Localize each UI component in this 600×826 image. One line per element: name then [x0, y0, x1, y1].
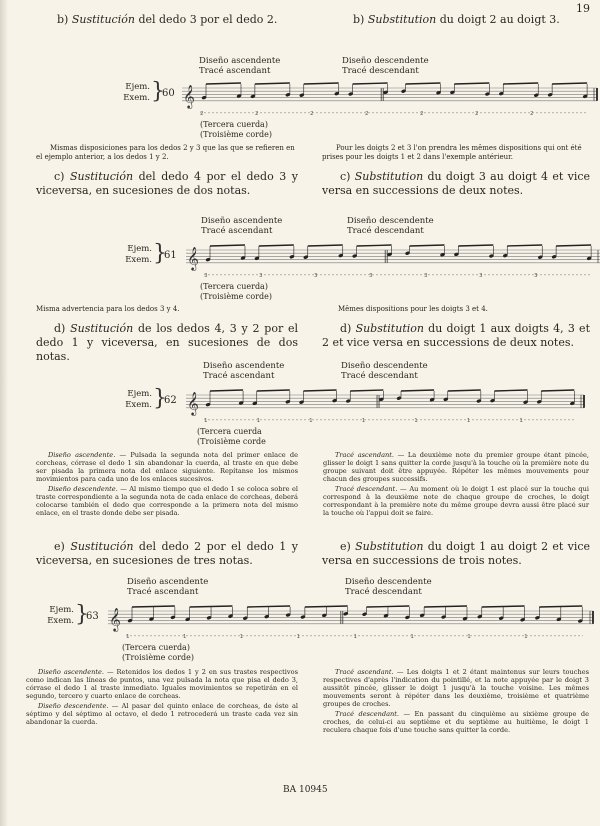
- fingering-number: 2: [420, 110, 424, 117]
- desc-label-63: Diseño descendente Tracé descendant: [345, 577, 432, 597]
- note-fr-b: Pour les doigts 2 et 3 l'on prendra les mêmes dispositions qui ont été prises pour les doigts 1 et 2 dans l'exemple antérieur.: [322, 144, 582, 161]
- fingering-number: 2: [475, 110, 479, 117]
- heading-fr-e: e) Substitution du doigt 1 au doigt 2 et vice versa en successions de trois notes.: [322, 540, 591, 567]
- example-label-62: Ejem. Exem.: [125, 389, 152, 410]
- page-number: 19: [576, 2, 590, 15]
- asc-label-62: Diseño ascendente Tracé ascendant: [203, 361, 285, 381]
- fingering-number: 1: [126, 633, 130, 640]
- beam: [507, 245, 542, 246]
- fingering-number: 1: [204, 417, 208, 424]
- treble-clef-icon: 𝄞: [183, 83, 195, 108]
- note-es-b: Mismas disposiciones para los dedos 2 y 3 que las que se refieren en el ejemplo anterior, a los dedos 1 y 2.: [36, 144, 295, 161]
- catalog-number: BA 10945: [283, 785, 328, 795]
- beam: [357, 245, 392, 246]
- heading-es-c: c) Sustitución del dedo 4 por el dedo 3 y viceversa, en sucesiones de dos notas.: [36, 170, 298, 197]
- fingering-number: 3: [259, 272, 263, 279]
- fingering-number: 1: [519, 417, 523, 424]
- beam: [132, 606, 175, 607]
- fingering-number: 2: [310, 110, 314, 117]
- example-label-63: Ejem. Exem.: [47, 605, 74, 626]
- beam: [247, 606, 290, 607]
- example-number-61: 61: [164, 250, 177, 261]
- heading-fr-d: d) Substitution du doigt 1 aux doigts 4, 3 et 2 et vice versa en successions de deux notes.: [322, 322, 590, 349]
- beam: [401, 390, 434, 391]
- fingering-number: 2: [365, 110, 369, 117]
- beam: [495, 390, 528, 391]
- note-paragraph: Diseño descendente. — Al mismo tiempo que el dedo 1 se coloca sobre el traste correspondiente a la segunda nota de cada enlace de corcheas, deberá colocarse también el dedo que corresponde a la primera nota del mismo enlace, en el traste donde debe ser pisada.: [36, 485, 298, 517]
- brace: }: [153, 241, 167, 266]
- beam: [304, 83, 339, 84]
- fingering-number: 3: [314, 272, 318, 279]
- example-number-60: 60: [162, 88, 175, 99]
- note-paragraph: Tracé descendant. — En passant du cinquième au sixième groupe de croches, de celui-ci au septième et du septième au huitième, le doigt 1 reculera chaque fois d'une touche sans quitter la corde.: [323, 710, 589, 734]
- staff-61: [186, 240, 600, 280]
- notes-es-e: [26, 668, 298, 728]
- beam: [458, 245, 493, 246]
- beam: [190, 606, 233, 607]
- fingering-number: 1: [182, 633, 187, 640]
- fingering-number: 2: [255, 110, 259, 117]
- beam: [255, 83, 290, 84]
- brace: }: [75, 602, 89, 627]
- fingering-number: 3: [369, 272, 373, 279]
- beam: [454, 83, 489, 84]
- fingering-number: 1: [361, 417, 366, 424]
- fingering-number: 1: [353, 633, 357, 640]
- note-paragraph: Tracé descendant. — Au moment où le doigt 1 est placé sur la touche qui correspond à la deuxième note de chaque groupe de croches, le doigt correspondant à la première note du même groupe devra aussi être placé sur la touche où l'appui doit se faire.: [323, 485, 589, 517]
- fingering-number: 1: [467, 633, 471, 640]
- beam: [367, 606, 410, 607]
- fingering-number: 3: [534, 272, 538, 279]
- asc-label-60: Diseño ascendente Tracé ascendant: [199, 56, 281, 76]
- fingering-number: 1: [466, 417, 471, 424]
- beam: [308, 245, 343, 246]
- asc-label-61: Diseño ascendente Tracé ascendant: [201, 216, 283, 236]
- beam: [210, 390, 243, 391]
- beam: [353, 83, 388, 84]
- beam: [503, 83, 538, 84]
- string-indication-61: (Tercera cuerda) (Troisième corde): [200, 282, 273, 301]
- beam: [259, 245, 294, 246]
- heading-fr-b: b) Substitution du doigt 2 au doigt 3.: [353, 13, 560, 26]
- beam: [304, 390, 337, 391]
- note-paragraph: Tracé ascendant. — Les doigts 1 et 2 étant maintenus sur leurs touches respectives d'après l'indication du pointillé, et la note appuyée par le doigt 3 aussitôt pincée, glisser le doigt 1 jusqu'à la touche voisine. Les mêmes mouvements seront à répéter dans les deuxième, troisième et quatrième groupes de croches.: [323, 668, 589, 708]
- notes-fr-d: [323, 451, 589, 519]
- fingering-number: 2: [200, 110, 204, 117]
- example-label-61: Ejem. Exem.: [125, 244, 152, 265]
- string-indication-60: (Tercera cuerda) (Troisième corde): [200, 120, 273, 139]
- heading-fr-c: c) Substitution du doigt 3 au doigt 4 et vice versa en successions de deux notes.: [322, 170, 591, 197]
- note-paragraph: Diseño ascendente. — Pulsada la segunda nota del primer enlace de corcheas, córrase el dedo 1 sin abandonar la cuerda, al traste en que debe ser pisada la primera nota del enlace siguiente. Repítanse los mismos movimientos para cada uno de los enlaces sucesivos.: [36, 451, 298, 483]
- example-number-63: 63: [86, 611, 99, 622]
- page-binding-shadow: [0, 0, 8, 826]
- note-paragraph: Diseño descendente. — Al pasar del quinto enlace de corcheas, de éste al séptimo y del séptimo al octavo, el dedo 1 retrocederá un traste cada vez sin abandonar la cuerda.: [26, 702, 298, 726]
- fingering-number: 1: [296, 633, 301, 640]
- beam: [552, 83, 587, 84]
- brace: }: [151, 79, 165, 104]
- notes-fr-e: [323, 668, 589, 736]
- notes-es-d: [36, 451, 298, 519]
- string-indication-62: (Tercera cuerda (Troisième corde: [197, 427, 266, 446]
- example-number-62: 62: [164, 395, 177, 406]
- note-paragraph: Diseño ascendente. — Retenidos los dedos 1 y 2 en sus trastes respectivos como indican las líneas de puntos, una vez pulsada la nota que pisa el dedo 3, córrase el dedo 1 al traste inmediato. Iguales movimientos se repetirán en el segundo, tercero y cuarto enlace de corcheas.: [26, 668, 298, 700]
- fingering-number: 3: [479, 272, 483, 279]
- string-indication-63: (Tercera cuerda) (Troisième corde): [122, 643, 195, 662]
- note-fr-c: Mêmes dispositions pour les doigts 3 et 4.: [338, 305, 488, 313]
- staff-63: [108, 601, 598, 641]
- fingering-number: 1: [309, 417, 313, 424]
- staff-60: [182, 78, 600, 118]
- beam: [206, 83, 241, 84]
- fingering-number: 1: [414, 417, 418, 424]
- treble-clef-icon: 𝄞: [187, 245, 199, 270]
- desc-label-62: Diseño descendente Tracé descendant: [341, 361, 428, 381]
- fingering-number: 3: [424, 272, 428, 279]
- fingering-number: 2: [530, 110, 534, 117]
- note-es-c: Misma advertencia para los dedos 3 y 4.: [36, 305, 180, 313]
- beam: [406, 83, 441, 84]
- fingering-number: 1: [410, 633, 414, 640]
- treble-clef-icon: 𝄞: [187, 390, 199, 415]
- beam: [410, 245, 445, 246]
- beam: [210, 245, 245, 246]
- beam: [257, 390, 290, 391]
- fingering-number: 1: [239, 633, 244, 640]
- beam: [541, 390, 574, 391]
- fingering-number: 3: [204, 272, 208, 279]
- desc-label-60: Diseño descendente Tracé descendant: [342, 56, 429, 76]
- fingering-number: 1: [256, 417, 261, 424]
- beam: [350, 390, 383, 391]
- brace: }: [153, 386, 167, 411]
- beam: [448, 390, 481, 391]
- beam: [556, 245, 591, 246]
- beam: [424, 606, 467, 607]
- example-label-60: Ejem. Exem.: [123, 82, 150, 103]
- heading-es-e: e) Sustitución del dedo 2 por el dedo 1 y viceversa, en sucesiones de tres notas.: [36, 540, 299, 567]
- fingering-number: 1: [524, 633, 528, 640]
- staff-62: [186, 385, 600, 425]
- beam: [482, 606, 525, 607]
- desc-label-61: Diseño descendente Tracé descendant: [347, 216, 434, 236]
- heading-es-b: b) Sustitución del dedo 3 por el dedo 2.: [57, 13, 278, 26]
- beam: [305, 606, 348, 607]
- note-paragraph: Tracé ascendant. — La deuxième note du premier groupe étant pincée, glisser le doigt 1 sans quitter la corde jusqu'à la touche où la première note du groupe suivant doit être appuyée. Répéter les mêmes mouvements pour chacun des groupes successifs.: [323, 451, 589, 483]
- heading-es-d: d) Sustitución de los dedos 4, 3 y 2 por el dedo 1 y viceversa, en sucesiones de dos notas.: [36, 322, 299, 363]
- asc-label-63: Diseño ascendente Tracé ascendant: [127, 577, 209, 597]
- beam: [539, 606, 582, 607]
- treble-clef-icon: 𝄞: [109, 606, 121, 631]
